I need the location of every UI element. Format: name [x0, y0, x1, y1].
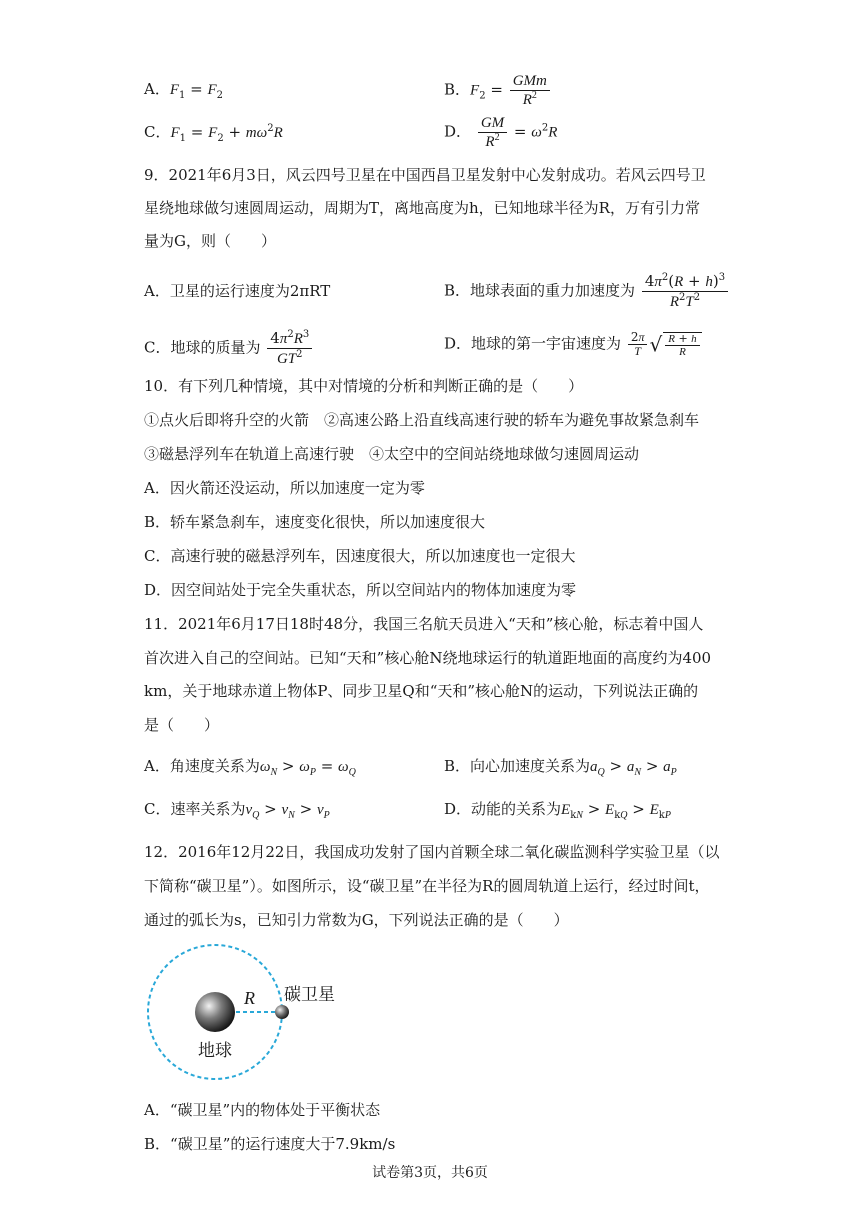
- orbit-figure: [140, 940, 370, 1090]
- q10-cases-line-1: ①点火后即将升空的火箭 ②高速公路上沿直线高速行驶的轿车为避免事故紧急刹车: [144, 411, 700, 429]
- q11-option-c: C．速率关系为$v_Q > v_N > v_P$: [144, 800, 330, 821]
- q9-option-c: C．地球的质量为 $\frac{4\pi^2R^3}{GT^2}$: [144, 329, 314, 368]
- earth-sphere: [195, 992, 235, 1032]
- q11-stem-line-4: 是（ ）: [144, 716, 220, 734]
- q11-stem-line-2: 首次进入自己的空间站。已知“天和”核心舱N绕地球运行的轨道距地面的高度约为400: [144, 649, 712, 667]
- q10-cases-line-2: ③磁悬浮列车在轨道上高速行驶 ④太空中的空间站绕地球做匀速圆周运动: [144, 445, 640, 463]
- radius-label: R: [244, 988, 255, 1008]
- q8-option-a: A．$F_1 = F_2$: [144, 80, 224, 101]
- q9-stem-line-3: 量为G，则（ ）: [144, 232, 276, 250]
- q12-option-a: A．“碳卫星”内的物体处于平衡状态: [144, 1101, 381, 1119]
- q12-stem-line-1: 12．2016年12月22日，我国成功发射了国内首颗全球二氧化碳监测科学实验卫星（以: [144, 843, 720, 861]
- q11-option-d: D．动能的关系为$E_{kN} > E_{kQ} > E_{kP}$: [444, 800, 671, 821]
- q11-stem-line-1: 11．2021年6月17日18时48分，我国三名航天员进入“天和”核心舱，标志着中国人: [144, 615, 704, 633]
- page-footer: 试卷第3页，共6页: [372, 1165, 488, 1181]
- q11-option-a: A．角速度关系为$\omega_N > \omega_P = \omega_Q$: [144, 757, 356, 778]
- q12-stem-line-3: 通过的弧长为s，已知引力常数为G，下列说法正确的是（ ）: [144, 911, 569, 929]
- q9-option-b: B．地球表面的重力加速度为 $\frac{4\pi^2(R + h)^3}{R^2T^2}$: [444, 272, 730, 311]
- q10-option-a: A．因火箭还没运动，所以加速度一定为零: [144, 479, 425, 497]
- q10-option-c: C．高速行驶的磁悬浮列车，因速度很大，所以加速度也一定很大: [144, 547, 576, 565]
- q9-stem-line-2: 星绕地球做匀速圆周运动，周期为T，离地高度为h，已知地球半径为R，万有引力常: [144, 199, 700, 217]
- q9-stem-line-1: 9．2021年6月3日，风云四号卫星在中国西昌卫星发射中心发射成功。若风云四号卫: [144, 166, 706, 184]
- satellite-sphere: [275, 1005, 289, 1019]
- q11-option-b: B．向心加速度关系为$a_Q > a_N > a_P$: [444, 757, 677, 778]
- q8-option-c: C．$F_1 = F_2 + m\omega^2R$: [144, 123, 283, 144]
- q10-option-d: D．因空间站处于完全失重状态，所以空间站内的物体加速度为零: [144, 581, 577, 599]
- q8-option-d: D． $\frac{GM}{R^2}$ = $\omega^2R$: [444, 115, 558, 150]
- q10-option-b: B．轿车紧急刹车，速度变化很快，所以加速度很大: [144, 513, 486, 531]
- satellite-label: 碳卫星: [284, 985, 335, 1005]
- q12-option-b: B．“碳卫星”的运行速度大于7.9km/s: [144, 1135, 396, 1153]
- q9-option-a: A．卫星的运行速度为2πRT: [144, 282, 331, 300]
- q9-option-d: D．地球的第一宇宙速度为 $\frac{2\pi}{T}$ √ $\frac{R + h}{R}$: [444, 331, 702, 358]
- q10-stem: 10．有下列几种情境，其中对情境的分析和判断正确的是（ ）: [144, 377, 584, 395]
- q12-stem-line-2: 下简称“碳卫星”）。如图所示，设“碳卫星”在半径为R的圆周轨道上运行，经过时间t，: [144, 877, 710, 895]
- earth-label: 地球: [198, 1041, 232, 1061]
- q8-option-b: B．$F_2$ = $\frac{\text{GMm}}{R^2}$: [444, 72, 552, 109]
- q11-stem-line-3: km，关于地球赤道上物体P、同步卫星Q和“天和”核心舱N的运动，下列说法正确的: [144, 682, 699, 700]
